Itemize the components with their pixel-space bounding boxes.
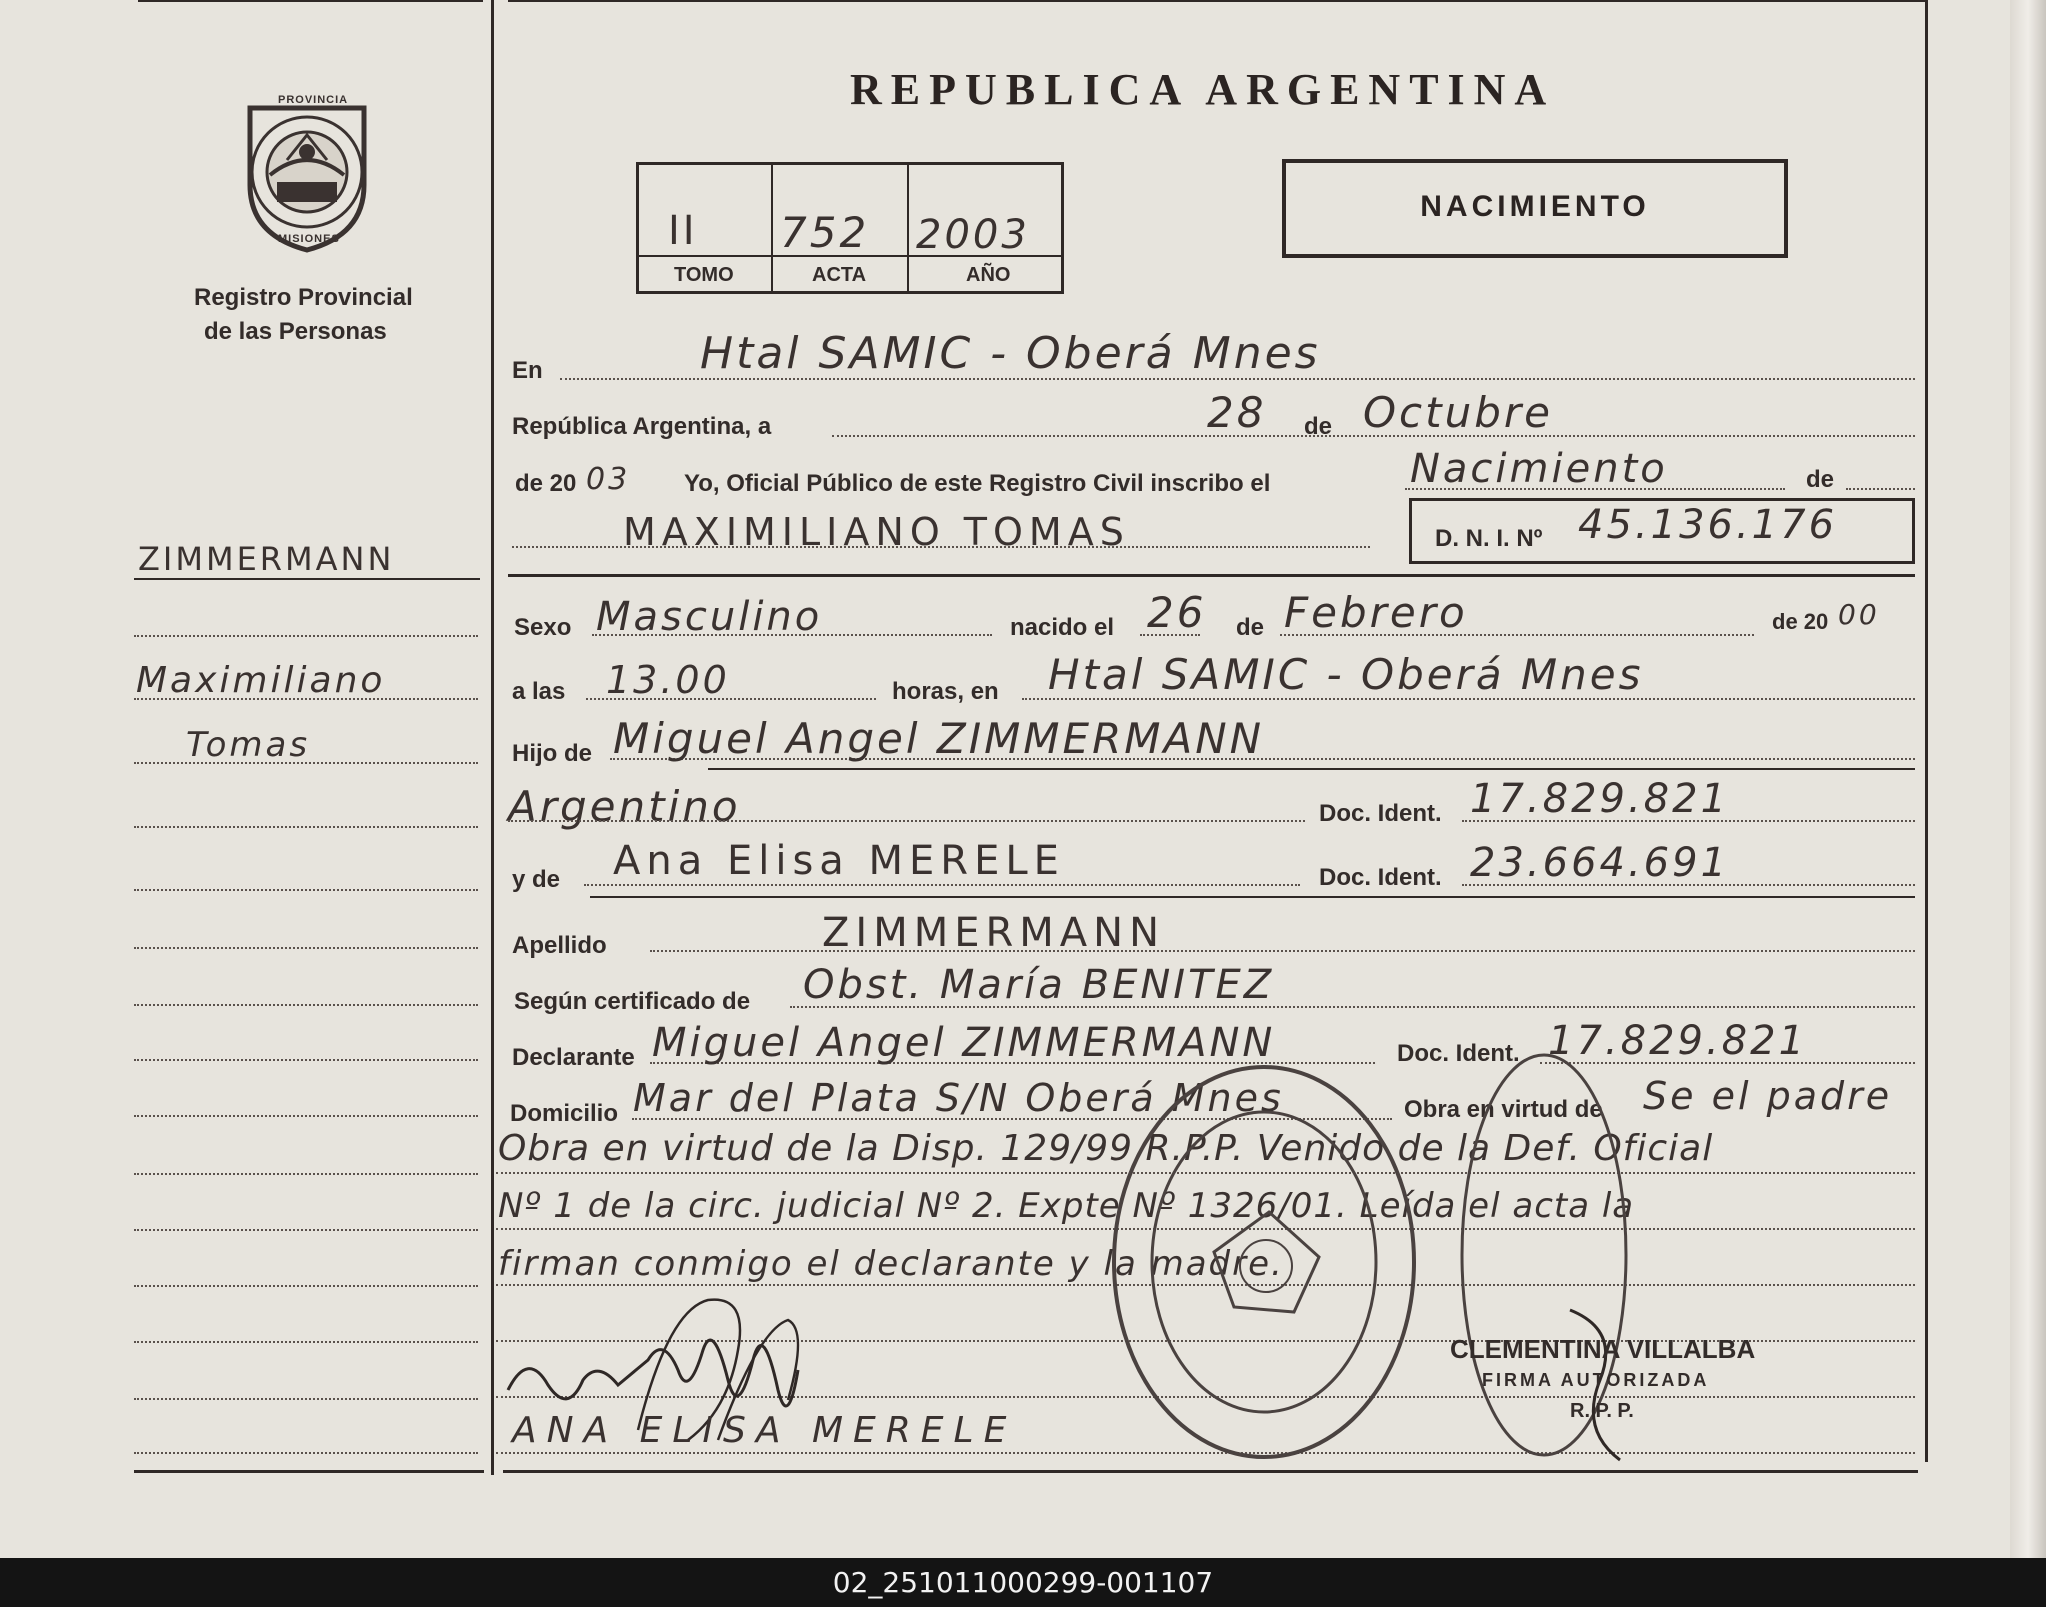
section-rule <box>590 896 1915 898</box>
right-border <box>1925 0 1928 1462</box>
signer-name: ANA ELISA MERELE <box>512 1410 1017 1451</box>
label-domicilio: Domicilio <box>510 1100 619 1127</box>
registration-year-suffix: 03 <box>586 462 631 497</box>
birth-place: Htal SAMIC - Oberá Mnes <box>1048 650 1644 699</box>
label-segun: Según certificado de <box>514 988 751 1015</box>
label-obra-en-virtud: Obra en virtud de <box>1404 1096 1603 1123</box>
margin-surname: ZIMMERMANN <box>138 540 395 578</box>
country-title: REPUBLICA ARGENTINA <box>850 65 1556 114</box>
by-virtue-of: Se el padre <box>1643 1074 1893 1118</box>
act-type: Nacimiento <box>1410 446 1668 492</box>
section-rule <box>508 574 1915 577</box>
ano-value: 2003 <box>916 212 1030 258</box>
page-edge <box>2010 0 2046 1558</box>
dni-value: 45.136.176 <box>1578 502 1838 548</box>
margin-line <box>134 947 478 949</box>
official-org: R. P. P. <box>1570 1400 1634 1422</box>
margin-bottom-rule <box>134 1470 484 1473</box>
acta-value: 752 <box>780 208 870 257</box>
top-rule-left <box>138 0 483 2</box>
label-a-las: a las <box>512 678 566 705</box>
surname: ZIMMERMANN <box>822 910 1166 956</box>
official-name: CLEMENTINA VILLALBA <box>1450 1334 1756 1364</box>
record-box-divider <box>771 162 773 294</box>
margin-given-name-1: Maximiliano <box>136 660 386 701</box>
label-doc-ident: Doc. Ident. <box>1319 800 1442 827</box>
registration-day: 28 <box>1207 388 1267 437</box>
label-sexo: Sexo <box>514 614 572 641</box>
column-divider <box>491 0 494 1475</box>
label-de: de <box>1236 614 1265 641</box>
mother-name: Ana Elisa MERELE <box>613 838 1065 884</box>
child-name: MAXIMILIANO TOMAS <box>623 510 1130 554</box>
label-de: de <box>1304 413 1333 440</box>
label-de-year: de 20 <box>1772 609 1829 634</box>
margin-line <box>134 1229 478 1231</box>
label-yo-oficial: Yo, Oficial Público de este Registro Civil inscribo el <box>684 470 1271 497</box>
registry-stamp <box>1094 1052 1434 1472</box>
provincial-seal-icon <box>232 90 382 255</box>
label-apellido: Apellido <box>512 932 607 959</box>
place: Htal SAMIC - Oberá Mnes <box>700 328 1321 379</box>
label-nacido-el: nacido el <box>1010 614 1115 641</box>
margin-line <box>134 635 478 637</box>
birth-day: 26 <box>1147 588 1207 637</box>
label-y-de: y de <box>512 866 561 893</box>
margin-line <box>134 1398 478 1400</box>
notes-line-2: Nº 1 de la circ. judicial Nº 2. Expte Nº 1326/01. Leída el acta la <box>498 1186 1635 1226</box>
field-line <box>1846 488 1915 490</box>
margin-line <box>134 1115 478 1117</box>
seal-top-text: PROVINCIA <box>278 94 349 106</box>
birth-month: Febrero <box>1284 588 1468 637</box>
birth-time: 13.00 <box>606 658 730 702</box>
declarant-name: Miguel Angel ZIMMERMANN <box>652 1020 1276 1066</box>
margin-line <box>134 698 478 700</box>
registry-name-line1: Registro Provincial <box>194 284 413 311</box>
record-type: NACIMIENTO <box>1420 190 1650 223</box>
margin-line <box>134 1285 478 1287</box>
margin-given-name-2: Tomas <box>186 725 311 765</box>
label-doc-ident: Doc. Ident. <box>1397 1040 1520 1067</box>
declarant-doc: 17.829.821 <box>1548 1018 1808 1064</box>
label-dni: D. N. I. Nº <box>1435 525 1543 552</box>
margin-line <box>134 1452 478 1454</box>
notes-line-3: firman conmigo el declarante y la madre. <box>498 1244 1284 1284</box>
father-underline <box>708 768 1915 770</box>
margin-line <box>134 889 478 891</box>
record-box-divider <box>907 162 909 294</box>
margin-line <box>134 1173 478 1175</box>
official-title: FIRMA AUTORIZADA <box>1482 1370 1710 1390</box>
sex: Masculino <box>596 594 823 640</box>
margin-line <box>134 762 478 764</box>
label-de-2000: de 20 <box>515 470 577 497</box>
father-nationality: Argentino <box>508 782 741 831</box>
image-id-caption: 02_251011000299-001107 <box>0 1558 2046 1607</box>
acta-label: ACTA <box>812 264 867 286</box>
margin-line <box>134 1004 478 1006</box>
margin-surname-rule <box>134 578 480 580</box>
label-republica: República Argentina, a <box>512 413 772 440</box>
field-line <box>508 820 1305 822</box>
margin-line <box>134 1341 478 1343</box>
label-de-suffix: de <box>1806 466 1835 493</box>
mother-doc: 23.664.691 <box>1470 840 1730 886</box>
field-line <box>584 884 1300 886</box>
father-doc: 17.829.821 <box>1470 776 1730 822</box>
tomo-value: II <box>668 208 698 254</box>
notes-line-1: Obra en virtud de la Disp. 129/99 R.P.P. Venido de la Def. Oficial <box>498 1128 1714 1169</box>
label-en: En <box>512 357 543 384</box>
top-rule-right <box>508 0 1928 2</box>
certificate-issuer: Obst. María BENITEZ <box>803 962 1275 1008</box>
father-name: Miguel Angel ZIMMERMANN <box>613 714 1265 763</box>
tomo-label: TOMO <box>674 264 734 286</box>
address: Mar del Plata S/N Oberá Mnes <box>633 1076 1284 1120</box>
label-doc-ident: Doc. Ident. <box>1319 864 1442 891</box>
ano-label: AÑO <box>966 264 1011 286</box>
seal-bottom-text: MISIONES <box>278 233 340 245</box>
label-hijo-de: Hijo de <box>512 740 593 767</box>
registry-name-line2: de las Personas <box>204 318 387 345</box>
registration-month: Octubre <box>1363 388 1554 437</box>
margin-line <box>134 1059 478 1061</box>
label-declarante: Declarante <box>512 1044 635 1071</box>
margin-line <box>134 826 478 828</box>
label-horas-en: horas, en <box>892 678 999 705</box>
birth-year-suffix: 00 <box>1838 598 1880 631</box>
